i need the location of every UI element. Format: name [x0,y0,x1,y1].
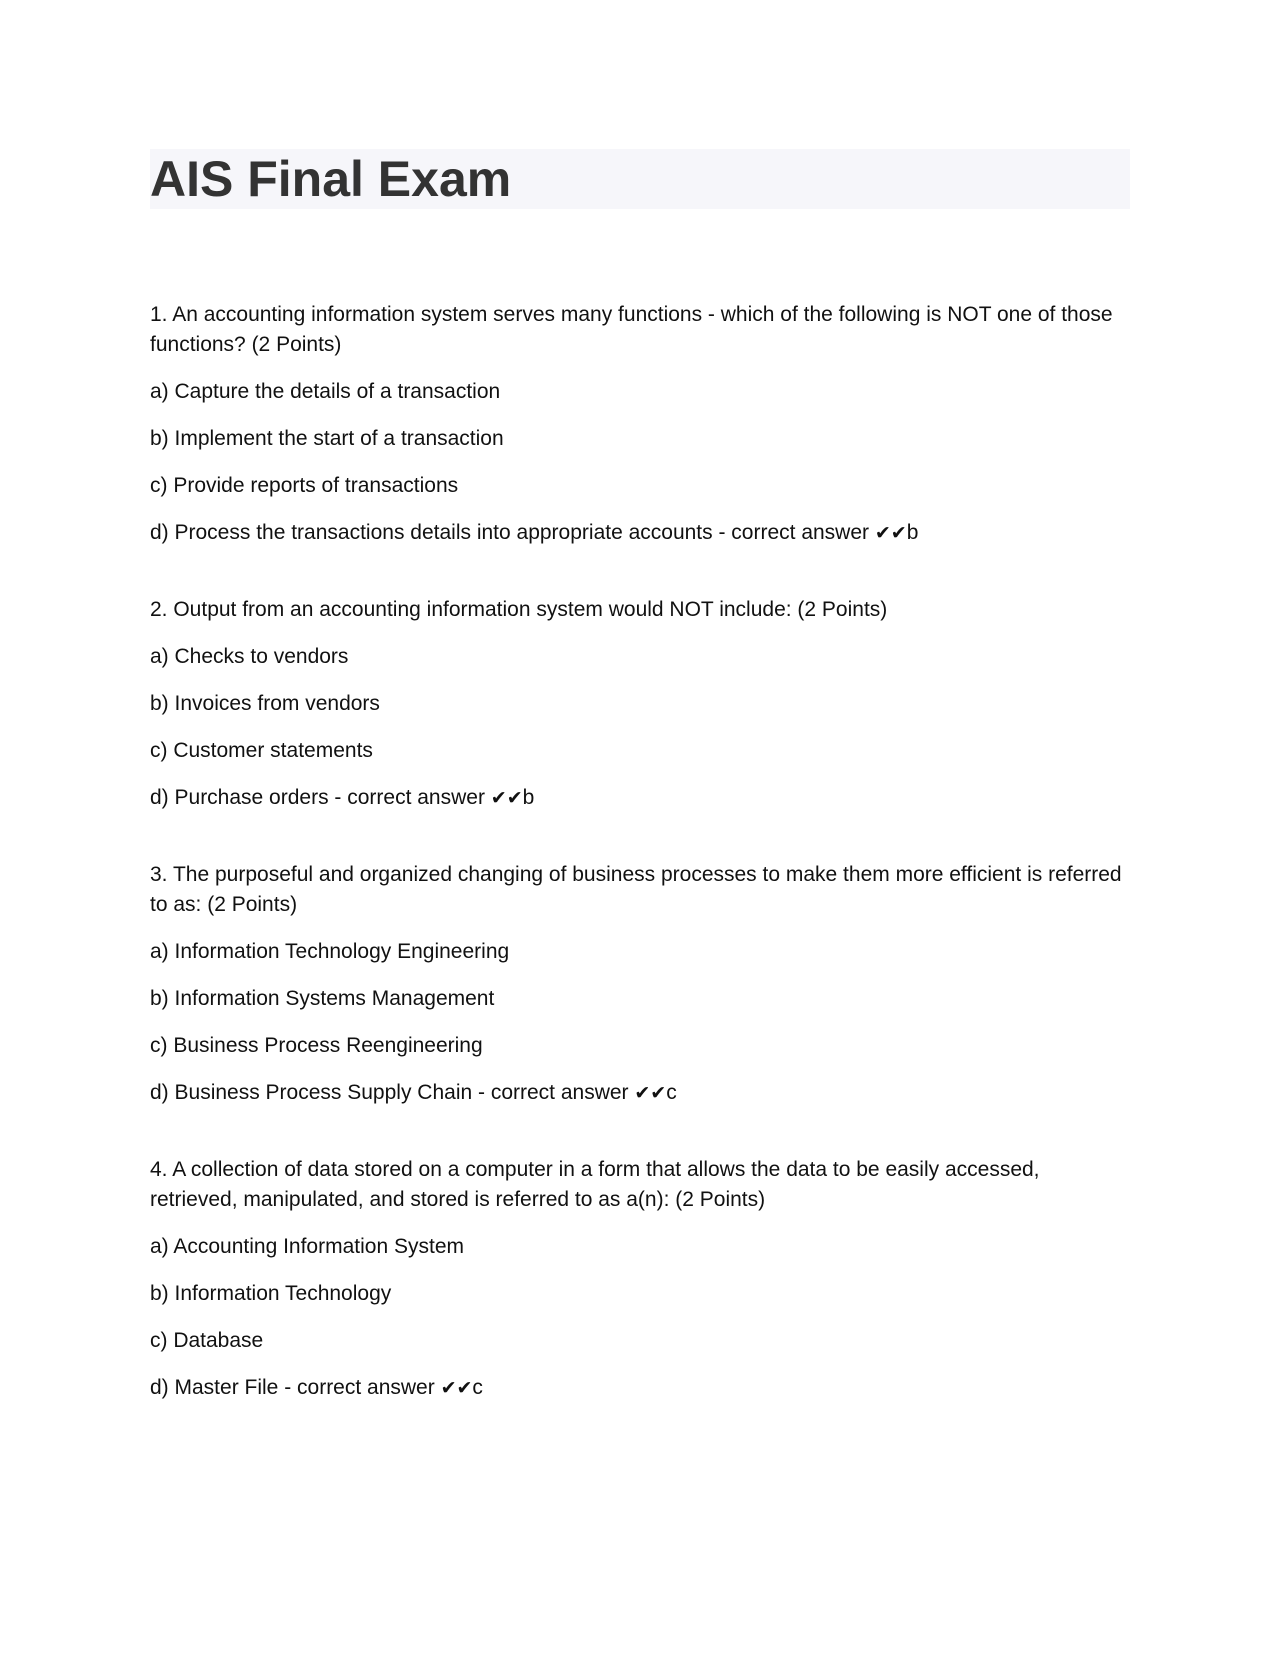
question-text: 2. Output from an accounting information system would NOT include: (2 Points) [150,598,888,621]
option-b: b) Information Technology [150,1282,392,1305]
option-d-text: d) Process the transactions details into appropriate accounts - correct answer [150,521,875,544]
option-d-with-answer [150,518,1130,548]
option-d-with-answer [150,1373,1130,1403]
option-d-with-answer [150,1078,1130,1108]
question-3 [150,860,1130,1108]
option-c: c) Business Process Reengineering [150,1034,483,1057]
question-4 [150,1155,1130,1403]
option-d-text: d) Business Process Supply Chain - correct answer [150,1081,635,1104]
answer-letter: b [522,786,535,809]
option-c: c) Customer statements [150,739,373,762]
option-d-with-answer [150,783,1130,813]
option-a: a) Information Technology Engineering [150,940,510,963]
check-icon: ✔✔ [874,522,907,544]
question-2 [150,595,1130,813]
question-text: 4. A collection of data stored on a computer in a form that allows the data to be easily accessed, retrieved, manipulated, and stored is referred to as a(n): (2 Points) [150,1158,1040,1211]
option-d-text: d) Purchase orders - correct answer [150,786,491,809]
check-icon: ✔✔ [440,1377,473,1399]
answer-letter: b [906,521,919,544]
page-title: AIS Final Exam [150,151,512,207]
question-text: 1. An accounting information system serves many functions - which of the following is NOT one of those functions? (2 Points) [150,303,1113,356]
check-icon: ✔✔ [634,1082,667,1104]
option-c: c) Provide reports of transactions [150,474,459,497]
question-1 [150,300,1130,548]
option-a: a) Checks to vendors [150,645,349,668]
answer-letter: c [472,1376,483,1399]
question-text: 3. The purposeful and organized changing of business processes to make them more efficient is referred to as: (2 Points) [150,863,1122,916]
option-a: a) Capture the details of a transaction [150,380,501,403]
option-a: a) Accounting Information System [150,1235,464,1258]
answer-letter: c [666,1081,677,1104]
option-c: c) Database [150,1329,264,1352]
option-b: b) Implement the start of a transaction [150,427,504,450]
option-b: b) Invoices from vendors [150,692,380,715]
question-list [150,300,1130,1450]
check-icon: ✔✔ [490,787,523,809]
option-d-text: d) Master File - correct answer [150,1376,441,1399]
title-bar [150,149,1130,209]
option-b: b) Information Systems Management [150,987,495,1010]
